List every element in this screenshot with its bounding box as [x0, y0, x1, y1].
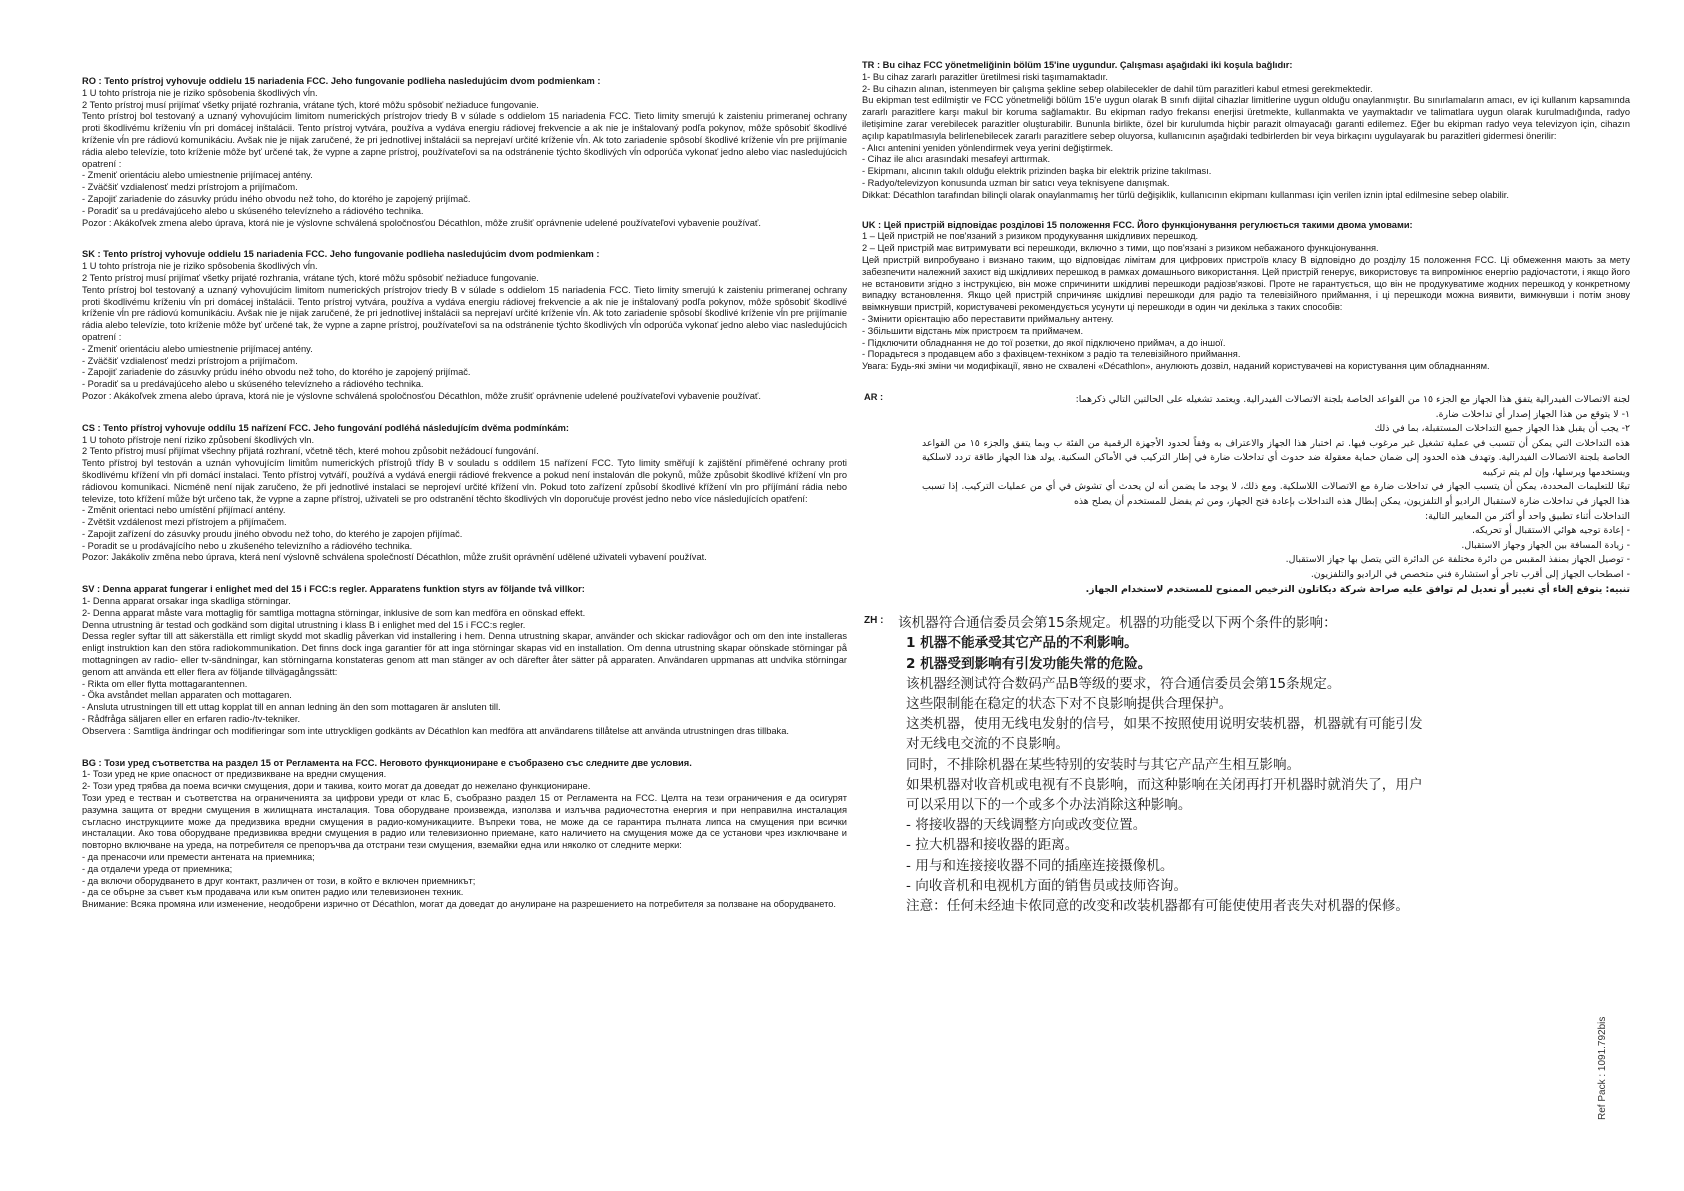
section-sk-line: 2 Tento prístroj musí prijímať všetky prijaté rozhrania, vrátane tých, ktoré môžu spôsobiť nežiaduce fungovanie.	[82, 272, 539, 283]
section-ar-line: ١- لا يتوقع من هذا الجهاز إصدار أي تداخلات ضارة.	[1435, 408, 1630, 420]
section-tr-lead: TR : Bu cihaz FCC yönetmeliğinin bölüm 15'ine uygundur. Çalışması aşağıdaki iki koşula bağlıdır:	[862, 60, 1293, 70]
section-zh-note: 注意：任何未经迪卡侬同意的改变和改装机器都有可能使使用者丧失对机器的保修。	[906, 898, 1409, 915]
left-column	[82, 76, 847, 931]
section-zh-line: 对无线电交流的不良影响。	[906, 736, 1070, 753]
section-ar-note: تنبيه: يتوقع إلغاء أي تغيير أو تعديل لم توافق عليه صراحة شركة ديكاتلون الترخيص الممنوح للمستخدم لاستخدام الجهاز.	[1085, 583, 1630, 595]
section-ar-code: AR :	[864, 391, 884, 402]
ref-pack-label: Ref Pack : 1091.792bis	[1597, 1016, 1608, 1120]
section-bg-line: - да включи оборудването в друг контакт, различен от този, в който е включен приемникът;	[82, 875, 476, 886]
section-ar-line: لجنة الاتصالات الفيدرالية يتفق هذا الجهاز مع الجزء ١٥ من القواعد الخاصة بلجنة الاتصالات الفيدرالية. ويعتمد تشغيله على الحالتين التالي ذكرهما:	[1075, 393, 1630, 405]
section-uk-line: - Змінити орієнтацію або переставити приймальну антену.	[862, 313, 1114, 324]
section-zh-line: - 用与和连接接收器不同的插座连接摄像机。	[906, 857, 1174, 874]
section-cs-line: 2 Tento přístroj musí přijímat všechny přijatá rozhraní, včetně těch, které mohou způsobit nežádoucí fungování.	[82, 446, 539, 457]
section-sk-note: Pozor : Akákoľvek zmena alebo úprava, ktorá nie je výslovne schválená spoločnosťou Décathlon, môže zrušiť oprávnenie udelené používateľovi vybavenie používať.	[82, 390, 761, 401]
section-sk-line: - Zapojiť zariadenie do zásuvky prúdu iného obvodu než toho, do ktorého je zapojený prijímač.	[82, 367, 471, 378]
section-uk-line: Цей пристрій випробувано і визнано таким, що відповідає лімітам для цифрових пристроїв класу B відповідно до розділу 15 положення FCC. Ці обмеження мають за мету забезпечити належний захист від шкідливих перешкод в рамках домашнього використання. Цей пристрій генерує, використовує та випромінює енергію радіочастоти, і якщо його не встановити згідно з інструкцією, він може спричинити шкідливі перешкоди радіозв'язкові. Проте не гарантується, що він не продукуватиме жодних перешкод у конкретному випадку встановлення. Якщо цей пристрій спричиняє шкідливі перешкоди для радіо та телевізійного приймання, і ці перешкоди можна виявити, вимкнувши і потім знову ввімкнувши пристрій, користувачеві рекомендується усунути ці перешкоди в один чи декілька з таких способів:	[862, 254, 1630, 313]
section-zh	[862, 613, 1630, 916]
section-sk-line: Tento prístroj bol testovaný a uznaný vyhovujúcim limitom numerických prístrojov triedy B v súlade s oddielom 15 nariadenia FCC. Tieto limity smerujú k zaisteniu primeranej ochrany proti škodlivému kríženiu vĺn pri domácej inštalácii. Tento prístroj vytvára, používa a vydáva energiu rádiovej frekvencie a ak nie je inštalovaný podľa pokynov, môže spôsobiť škodlivé kríženie vĺn pre rádiovú komunikáciu. Avšak nie je nijak zaručené, že pri jednotlivej inštalácii sa neprejaví určité kríženie vĺn. Ak toto zariadenie spôsobí škodlivé kríženie vĺn pre prijímanie rádia alebo televízie, toto kríženie môže byť určené tak, že vypne a zapne prístroj, používateľovi sa na odstránenie týchto škodlivých vĺn odporúča vykonať jedno alebo viac nasledujúcich opatrení :	[82, 284, 847, 342]
section-uk-line: - Збільшити відстань між пристроєм та приймачем.	[862, 325, 1084, 336]
section-uk	[862, 220, 1630, 373]
section-ar-line: - زيادة المسافة بين الجهاز وجهاز الاستقبال.	[1461, 539, 1630, 551]
section-bg-line: 1- Този уред не крие опасност от предизвикване на вредни смущения.	[82, 769, 387, 780]
section-zh-line: - 向收音机和电视机方面的销售员或技师咨询。	[906, 877, 1188, 894]
section-sk-line: - Zmeniť orientáciu alebo umiestnenie prijímacej antény.	[82, 343, 313, 354]
section-ro-note: Pozor : Akákoľvek zmena alebo úprava, ktorá nie je výslovne schválená spoločnosťou Décathlon, môže zrušiť oprávnenie udelené používateľovi vybavenie používať.	[82, 217, 761, 228]
section-sk-line: 1 U tohto prístroja nie je riziko spôsobenia škodlivých vĺn.	[82, 261, 318, 272]
section-tr	[862, 60, 1630, 202]
section-tr-line: - Cihaz ile alıcı arasındaki mesafeyi arttırmak.	[862, 154, 1051, 165]
section-zh-body	[862, 613, 1630, 916]
section-ar	[862, 393, 1630, 597]
section-tr-line: Bu ekipman test edilmiştir ve FCC yönetmeliği bölüm 15'e uygun olarak B sınıfı dijital cihazlar limitlerine uygun olduğu onaylanmıştır. Bu sınırlamaların amacı, ev içi kullanım kapsamında zararlı parazitlere karşı makul bir koruma sağlamaktır. Bu ekipman radyo frekansı enerjisi üretmekte, kullanmakta ve yaymaktadır ve talimatlara uygun olarak kurulmadığında, radyo iletişimine zarar verebilecek parazitler oluşturabilir. Bununla birlikte, özel bir kurulumda hiçbir parazit olmayacağı garanti edilemez. Eğer bu ekipman radyo veya televizyon için, cihazın açılıp kapatılmasıyla belirlenebilecek zararlı parazitlere sebep oluyorsa, kullanıcının aşağıdaki tedbirlerden bir veya birkaçını uygulayarak bu parazitleri gidermesi önerilir:	[862, 95, 1630, 141]
section-ar-line: تبعًا للتعليمات المحددة، يمكن أن يتسبب الجهاز في تداخلات ضارة مع الاتصالات اللاسلكية. ومع ذلك، لا يوجد ما يضمن أنه لن يحدث أي تشوش في أي من عمليات التركيب. إذا تسبب هذا الجهاز في تداخلات ضارة لاستقبال الراديو أو التلفزيون، يمكن إبطال هذه التداخلات بإعادة فتح الجهاز، ومن ثم يفضل للمستخدم أن يصلح هذه	[922, 481, 1630, 508]
section-bg-line: - да отдалечи уреда от приемника;	[82, 863, 233, 874]
section-zh-line: 可以采用以下的一个或多个办法消除这种影响。	[906, 797, 1192, 814]
section-cs-line: - Poradit se u prodávajícího nebo u zkušeného televizního a rádiového technika.	[82, 540, 413, 551]
section-zh-line: 同时，不排除机器在某些特别的安装时与其它产品产生相互影响。	[906, 756, 1301, 773]
section-ro-line: Tento prístroj bol testovaný a uznaný vyhovujúcim limitom numerických prístrojov triedy B v súlade s oddielom 15 nariadenia FCC. Tieto limity smerujú k zaisteniu primeranej ochrany proti škodlivému kríženiu vĺn pri domácej inštalácii. Tento prístroj vytvára, používa a vydáva energiu rádiovej frekvencie a ak nie je inštalovaný podľa pokynov, môže spôsobiť škodlivé kríženie vĺn pre rádiovú komunikáciu. Avšak nie je nijak zaručené, že pri jednotlivej inštalácii sa neprejaví určité kríženie vĺn. Ak toto zariadenie spôsobí škodlivé kríženie vĺn pre prijímanie rádia alebo televízie, toto kríženie môže byť určené tak, že vypne a zapne prístroj, používateľovi sa na odstránenie týchto škodlivých vĺn odporúča vykonať jedno alebo viac nasledujúcich opatrení :	[82, 111, 847, 169]
section-sv-line: 1- Denna apparat orsakar inga skadliga störningar.	[82, 596, 291, 607]
section-bg-lead: BG : Този уред съответства на раздел 15 от Регламента на FCC. Неговото функциониране е съобразено със следните две условия.	[82, 757, 692, 768]
section-bg-note: Внимание: Всяка промяна или изменение, неодобрени изрично от Décathlon, могат да доведат до анулиране на разрешението на потребителя за ползване на оборудването.	[82, 899, 836, 910]
section-ar-line: - اصطحاب الجهاز إلى أقرب تاجر أو استشارة فني متخصص في الراديو والتلفزيون.	[1310, 569, 1630, 581]
section-uk-line: 1 – Цей пристрій не пов'язаний з ризиком продукування шкідливих перешкод.	[862, 231, 1199, 242]
section-zh-line: - 将接收器的天线调整方向或改变位置。	[906, 817, 1147, 834]
section-sv-line: Dessa regler syftar till att säkerställa ett rimligt skydd mot skadlig påverkan vid installering i hem. Denna utrustning skapar, använder och skickar radiovågor och om den inte installeras enligt instruktion kan den störa radiokommunikation. Det finns dock inga garantier för att inga störningar skapas vid en installation. Om denna utrustning skapar oönskade störningar på mottagningen av radio- eller tv-sändningar, kan störningarna konstateras genom att man stänger av och därefter åter sätter på apparaten. Användaren uppmanas att undvika störningar genom att använda ett eller flera av följande tillvägagångssätt:	[82, 631, 847, 677]
section-cs-note: Pozor: Jakákoliv změna nebo úprava, která není výslovně schválena společností Décathlon, může zrušit oprávnění udělené uživateli vybavení používat.	[82, 552, 707, 563]
section-tr-line: - Ekipmanı, alıcının takılı olduğu elektrik prizinden başka bir elektrik prizine takılması.	[862, 166, 1212, 177]
section-ar-line: ٢- يجب أن يقبل هذا الجهاز جميع التداخلات المستقبلة، بما في ذلك	[1374, 423, 1630, 435]
section-zh-line: 如果机器对收音机或电视有不良影响，而这种影响在关闭再打开机器时就消失了，用户	[906, 776, 1423, 793]
section-ro-line: - Zmeniť orientáciu alebo umiestnenie prijímacej antény.	[82, 170, 313, 181]
section-sv	[82, 584, 847, 737]
section-uk-line: - Підключити обладнання не до тої розетки, до якої підключено приймач, а до іншої.	[862, 337, 1226, 348]
section-sv-line: Denna utrustning är testad och godkänd som digital utrustning i klass B i enlighet med del 15 i FCC:s regler.	[82, 619, 526, 630]
section-ro-line: 2 Tento prístroj musí prijímať všetky prijaté rozhrania, vrátane tých, ktoré môžu spôsobiť nežiaduce fungovanie.	[82, 99, 539, 110]
section-sk-lead: SK : Tento prístroj vyhovuje oddielu 15 nariadenia FCC. Jeho fungovanie podlieha nasledujúcim dvom podmienkam :	[82, 249, 600, 260]
section-bg-line: - да пренасочи или премести антената на приемника;	[82, 852, 315, 863]
section-zh-line: 1 机器不能承受其它产品的不利影响。	[906, 635, 1138, 652]
section-uk-note: Увага: Будь-які зміни чи модифікації, явно не схвалені «Décathlon», анулюють дозвіл, наданий користувачеві на користування цим обладнанням.	[862, 361, 1490, 372]
section-bg-line: Този уред е тестван и съответства на ограниченията за цифрови уреди от клас Б, съобразно раздел 15 от Регламента на FCC. Целта на тези ограничения е да осигурят разумна защита от вредни смущения в жилищната инсталация. Това оборудване произвежда, използва и излъчва радиочестотна енергия и при неправилна инсталация съгласно инструкциите може да предизвика вредни смущения в радио-комуникациите. Въпреки това, не може да се гарантира пълната липса на смущения при всички инсталации. Ако това оборудване предизвиква вредни смущения в радио или телевизионно приемане, като наличието на смущения може да се установи чрез изключване и повторно включване на уреда, на потребителя се препоръчва да отстрани тези смущения, вземайки една или няколко от следните мерки:	[82, 793, 847, 851]
section-tr-note: Dikkat: Décathlon tarafından bilinçli olarak onaylanmamış her türlü değişiklik, kullanıcının ekipmanı kullanması için verilen iznin iptal edilmesine sebep olabilir.	[862, 189, 1509, 200]
section-sk	[82, 249, 847, 402]
section-ro-line: 1 U tohto prístroja nie je riziko spôsobenia škodlivých vĺn.	[82, 87, 318, 98]
section-cs-lead: CS : Tento přístroj vyhovuje oddílu 15 nařízení FCC. Jeho fungování podléhá následujícím dvěma podmínkám:	[82, 422, 569, 433]
section-uk-line: 2 – Цей пристрій має витримувати всі перешкоди, включно з тими, що пов'язані з ризиком небажаного функціонування.	[862, 243, 1379, 254]
section-tr-line: 2- Bu cihazın alınan, istenmeyen bir çalışma şekline sebep olabilecekler de dahil tüm parazitleri kabul etmesi gerekmektedir.	[862, 83, 1373, 94]
section-zh-line: 该机器经测试符合数码产品B等级的要求，符合通信委员会第15条规定。	[906, 675, 1341, 692]
section-uk-line: - Порадьтеся з продавцем або з фахівцем-техніком з радіо та телевізійного приймання.	[862, 349, 1241, 360]
section-sv-line: - Öka avståndet mellan apparaten och mottagaren.	[82, 690, 292, 701]
section-sk-line: - Zväčšiť vzdialenosť medzi prístrojom a prijímačom.	[82, 355, 298, 366]
section-sv-line: - Rikta om eller flytta mottagarantennen.	[82, 678, 248, 689]
section-sv-line: - Ansluta utrustningen till ett uttag kopplat till en annan ledning än den som mottagaren är ansluten till.	[82, 702, 501, 713]
section-zh-line: 2 机器受到影响有引发功能失常的危险。	[906, 655, 1152, 672]
section-cs-line: - Zapojit zařízení do zásuvky proudu jiného obvodu než toho, do kterého je zapojen přijímač.	[82, 528, 463, 539]
section-uk-lead: UK : Цей пристрій відповідає розділові 15 положення FCC. Його функціонування регулюється такими двома умовами:	[862, 219, 1413, 230]
section-ro-line: - Zväčšiť vzdialenosť medzi prístrojom a prijímačom.	[82, 182, 298, 193]
section-ar-line: التداخلات أثناء تطبيق واحد أو أكثر من المعايير التالية:	[1424, 510, 1630, 522]
right-column	[862, 60, 1630, 916]
section-ar-line: - إعادة توجيه هوائي الاستقبال أو تحريكه.	[1472, 525, 1630, 537]
section-sv-note: Observera : Samtliga ändringar och modifieringar som inte uttryckligen godkänts av Décathlon kan medföra att användarens tillåtelse att använda utrustningen dras tillbaka.	[82, 725, 789, 736]
section-cs-line: Tento přístroj byl testován a uznán vyhovujícím limitům numerických přístrojů třídy B v souladu s oddílem 15 nařízení FCC. Tyto limity směřují k zajištění přiměřené ochrany proti škodlivému křížení vln při domácí instalaci. Tento přístroj vytváří, používá a vydává energii rádiové frekvence a pokud není instalován dle pokynů, může způsobit škodlivé křížení vln pro rádiovou komunikaci. Nicméně není nijak zaručeno, že při jednotlivé instalaci se neprojeví určité křížení vln. Pokud toto zařízení způsobí škodlivé křížení vln pro příjímání rádia nebo televize, toto křížení může být určeno tak, že vypne a zapne přístroj, uživateli se pro odstranění těchto škodlivých vln doporučuje provést jedno nebo více následujících opatření:	[82, 458, 847, 504]
section-ro-line: - Poradiť sa u predávajúceho alebo u skúseného televízneho a rádiového technika.	[82, 205, 424, 216]
section-ro-lead: RO : Tento prístroj vyhovuje oddielu 15 nariadenia FCC. Jeho fungovanie podlieha nasledujúcim dvom podmienkam :	[82, 76, 601, 86]
section-ro	[82, 76, 847, 229]
section-ar-line: هذه التداخلات التي يمكن أن تتسبب في عملية تشغيل غير مرغوب فيها. تم اختبار هذا الجهاز والاعتراف به وفقاً لحدود الأجهزة الرقمية من الفئة ب وبما يتفق والجزء ١٥ من القواعد الخاصة بلجنة الاتصالات الفيدرالية. وتهدف هذه الحدود إلى ضمان حماية معقولة ضد حدوث أي تداخلات ضارة في إطار التركيب في الأماكن السكنية. يولد هذا الجهاز طاقة تردد لاسلكية ويستخدمها ويرسلها، وإن لم يتم تركيبه	[922, 437, 1630, 478]
section-sv-line: 2- Denna apparat måste vara mottaglig för samtliga mottagna störningar, inklusive de som kan medföra en oönskad effekt.	[82, 607, 586, 618]
section-ro-line: - Zapojiť zariadenie do zásuvky prúdu iného obvodu než toho, do ktorého je zapojený prijímač.	[82, 193, 471, 204]
section-tr-line: - Radyo/televizyon konusunda uzman bir satıcı veya teknisyene danışmak.	[862, 177, 1170, 188]
section-zh-line: 这类机器，使用无线电发射的信号，如果不按照使用说明安装机器，机器就有可能引发	[906, 716, 1423, 733]
section-tr-line: - Alıcı antenini yeniden yönlendirmek veya yerini değiştirmek.	[862, 142, 1114, 153]
section-sk-line: - Poradiť sa u predávajúceho alebo u skúseného televízneho a rádiového technika.	[82, 379, 424, 390]
section-cs-line: 1 U tohoto přístroje není riziko způsobení škodlivých vln.	[82, 434, 315, 445]
section-cs-line: - Změnit orientaci nebo umístění přijímací antény.	[82, 505, 286, 516]
section-sv-line: - Rådfråga säljaren eller en erfaren radio-/tv-tekniker.	[82, 714, 301, 725]
section-sv-lead: SV : Denna apparat fungerar i enlighet med del 15 i FCC:s regler. Apparatens funktion styrs av följande två villkor:	[82, 584, 585, 595]
section-cs	[82, 423, 847, 565]
section-zh-code: ZH :	[864, 615, 884, 627]
section-ar-line: - توصيل الجهاز بمنفذ المقبس من دائرة مختلفة عن الدائرة التي يتصل بها جهاز الاستقبال.	[1285, 554, 1630, 566]
section-cs-line: - Zvětšit vzdálenost mezi přístrojem a přijímačem.	[82, 517, 287, 528]
section-zh-line: 这些限制能在稳定的状态下对不良影响提供合理保护。	[906, 696, 1233, 713]
section-bg-line: 2- Този уред трябва да поема всички смущения, дори и такива, които могат да доведат до нежелано функциониране.	[82, 781, 591, 792]
section-tr-line: 1- Bu cihaz zararlı parazitler üretilmesi riski taşımamaktadır.	[862, 71, 1108, 82]
section-zh-line: - 拉大机器和接收器的距离。	[906, 837, 1079, 854]
section-zh-line: 该机器符合通信委员会第15条规定。机器的功能受以下两个条件的影响：	[898, 615, 1337, 632]
section-bg	[82, 758, 847, 911]
section-bg-line: - да се обърне за съвет към продавача или към опитен радио или телевизионен техник.	[82, 887, 464, 898]
section-ar-body	[862, 393, 1630, 597]
